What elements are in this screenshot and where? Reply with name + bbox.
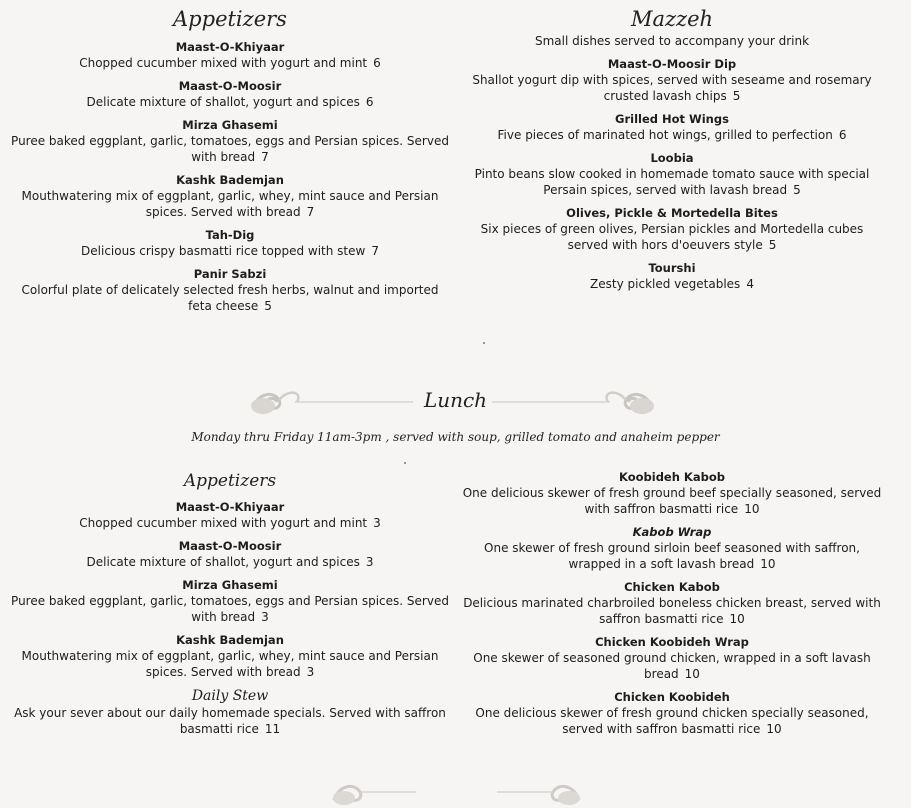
item-desc: Ask your sever about our daily homemade specials. Served with saffron basmatti rice (14, 706, 446, 736)
item-price: 10 (684, 667, 700, 681)
mazzeh-subtitle: Small dishes served to accompany your drink (534, 34, 810, 48)
item-name: Daily Stew (191, 688, 269, 704)
item-price: 6 (838, 128, 847, 142)
daily-stew-item (10, 688, 450, 737)
item-desc: Five pieces of marinated hot wings, grilled to perfection (497, 128, 833, 142)
flourish-bottom-left-icon (328, 770, 418, 808)
item-price: 5 (732, 89, 741, 103)
item-desc: Delicious crispy basmatti rice topped with stew (81, 244, 366, 258)
item-name: Panir Sabzi (193, 267, 267, 281)
menu-item (462, 525, 882, 572)
item-price: 11 (264, 722, 281, 736)
menu-item (462, 261, 882, 292)
item-price: 5 (768, 238, 777, 252)
item-name: Tourshi (648, 261, 696, 275)
item-desc: Six pieces of green olives, Persian pickles and Mortedella cubes served with hors d'oeuvers style (480, 222, 864, 252)
menu-item (10, 118, 450, 165)
item-price: 4 (746, 277, 754, 291)
menu-item (10, 539, 450, 570)
item-name: Maast-O-Moosir (178, 79, 282, 93)
menu-item (462, 57, 882, 104)
speck (404, 462, 406, 464)
menu-item (10, 228, 450, 259)
menu-item (10, 267, 450, 314)
item-desc: Puree baked eggplant, garlic, tomatoes, eggs and Persian spices. Served with bread (11, 594, 449, 624)
item-name: Maast-O-Moosir (178, 539, 282, 553)
appetizers-title: Appetizers (173, 7, 287, 31)
item-name: Tah-Dig (205, 228, 255, 242)
item-desc: Puree baked eggplant, garlic, tomatoes, eggs and Persian spices. Served with bread (11, 134, 449, 164)
item-name: Mirza Ghasemi (182, 578, 278, 592)
item-name: Chicken Koobideh (614, 690, 730, 704)
menu-item (462, 206, 882, 253)
lunch-title: Lunch (423, 388, 488, 412)
menu-item (462, 470, 882, 517)
menu-item (10, 173, 450, 220)
lunch-appetizers-title: Appetizers (183, 471, 277, 491)
item-price: 10 (744, 502, 760, 516)
item-name: Olives, Pickle & Mortedella Bites (566, 206, 778, 220)
menu-item (462, 112, 882, 143)
item-desc: Colorful plate of delicately selected fresh herbs, walnut and imported feta cheese (21, 283, 439, 313)
item-desc: Mouthwatering mix of eggplant, garlic, whey, mint sauce and Persian spices. Served with bread (21, 649, 439, 679)
appetizers-section (10, 6, 450, 314)
item-desc: Mouthwatering mix of eggplant, garlic, whey, mint sauce and Persian spices. Served with bread (21, 189, 439, 219)
menu-item (10, 500, 450, 531)
mazzeh-title: Mazzeh (630, 7, 714, 31)
item-price: 6 (365, 95, 374, 109)
menu-item (462, 690, 882, 737)
item-price: 3 (306, 665, 315, 679)
item-price: 3 (261, 610, 269, 624)
lunch-header (0, 380, 911, 444)
item-name: Maast-O-Khiyaar (175, 40, 285, 54)
menu-item (10, 633, 450, 680)
item-price: 7 (261, 150, 269, 164)
item-name: Loobia (650, 151, 694, 165)
item-price: 10 (760, 557, 776, 571)
menu-item (462, 580, 882, 627)
item-desc: Chopped cucumber mixed with yogurt and mint (79, 516, 368, 530)
menu-item (462, 635, 882, 682)
menu-item (10, 79, 450, 110)
item-desc: Delicate mixture of shallot, yogurt and spices (86, 95, 360, 109)
item-price: 7 (371, 244, 379, 258)
item-name: Chicken Koobideh Wrap (595, 635, 749, 649)
item-desc: Delicate mixture of shallot, yogurt and spices (86, 555, 360, 569)
item-desc: Pinto beans slow cooked in homemade tomato sauce with special Persain spices, served with lavash bread (474, 167, 870, 197)
mazzeh-section (462, 6, 882, 292)
item-price: 5 (793, 183, 801, 197)
flourish-bottom-right-icon (495, 770, 585, 808)
item-price: 10 (729, 612, 745, 626)
lunch-entrees-section (462, 470, 882, 737)
menu-item (10, 40, 450, 71)
speck (483, 342, 485, 344)
item-name: Kashk Bademjan (176, 173, 284, 187)
item-desc: One skewer of fresh ground sirloin beef seasoned with saffron, wrapped in a soft lavash bread (484, 541, 860, 571)
item-desc: Chopped cucumber mixed with yogurt and mint (79, 56, 368, 70)
item-name: Maast-O-Moosir Dip (607, 57, 737, 71)
item-desc: Zesty pickled vegetables (590, 277, 741, 291)
item-name: Grilled Hot Wings (615, 112, 729, 126)
item-price: 10 (766, 722, 782, 736)
item-name: Maast-O-Khiyaar (175, 500, 285, 514)
menu-item (10, 578, 450, 625)
item-desc: One delicious skewer of fresh ground chicken specially seasoned, served with saffron basmatti rice (475, 706, 869, 736)
item-price: 7 (306, 205, 315, 219)
menu-item (462, 151, 882, 198)
item-name: Mirza Ghasemi (182, 118, 278, 132)
item-desc: Shallot yogurt dip with spices, served with seseame and rosemary crusted lavash chips (472, 73, 872, 103)
item-price: 3 (365, 555, 374, 569)
item-desc: One skewer of seasoned ground chicken, wrapped in a soft lavash bread (473, 651, 871, 681)
lunch-subtitle: Monday thru Friday 11am-3pm , served with soup, grilled tomato and anaheim pepper (191, 430, 720, 444)
item-name: Kabob Wrap (632, 525, 712, 539)
item-desc: Delicious marinated charbroiled boneless chicken breast, served with saffron basmatti rice (463, 596, 881, 626)
lunch-appetizers-section (10, 470, 450, 737)
item-price: 3 (373, 516, 381, 530)
item-name: Koobideh Kabob (619, 470, 725, 484)
item-price: 5 (264, 299, 272, 313)
item-name: Kashk Bademjan (176, 633, 284, 647)
item-name: Chicken Kabob (624, 580, 720, 594)
item-desc: One delicious skewer of fresh ground beef specially seasoned, served with saffron basmatti rice (462, 486, 882, 516)
item-price: 6 (373, 56, 381, 70)
